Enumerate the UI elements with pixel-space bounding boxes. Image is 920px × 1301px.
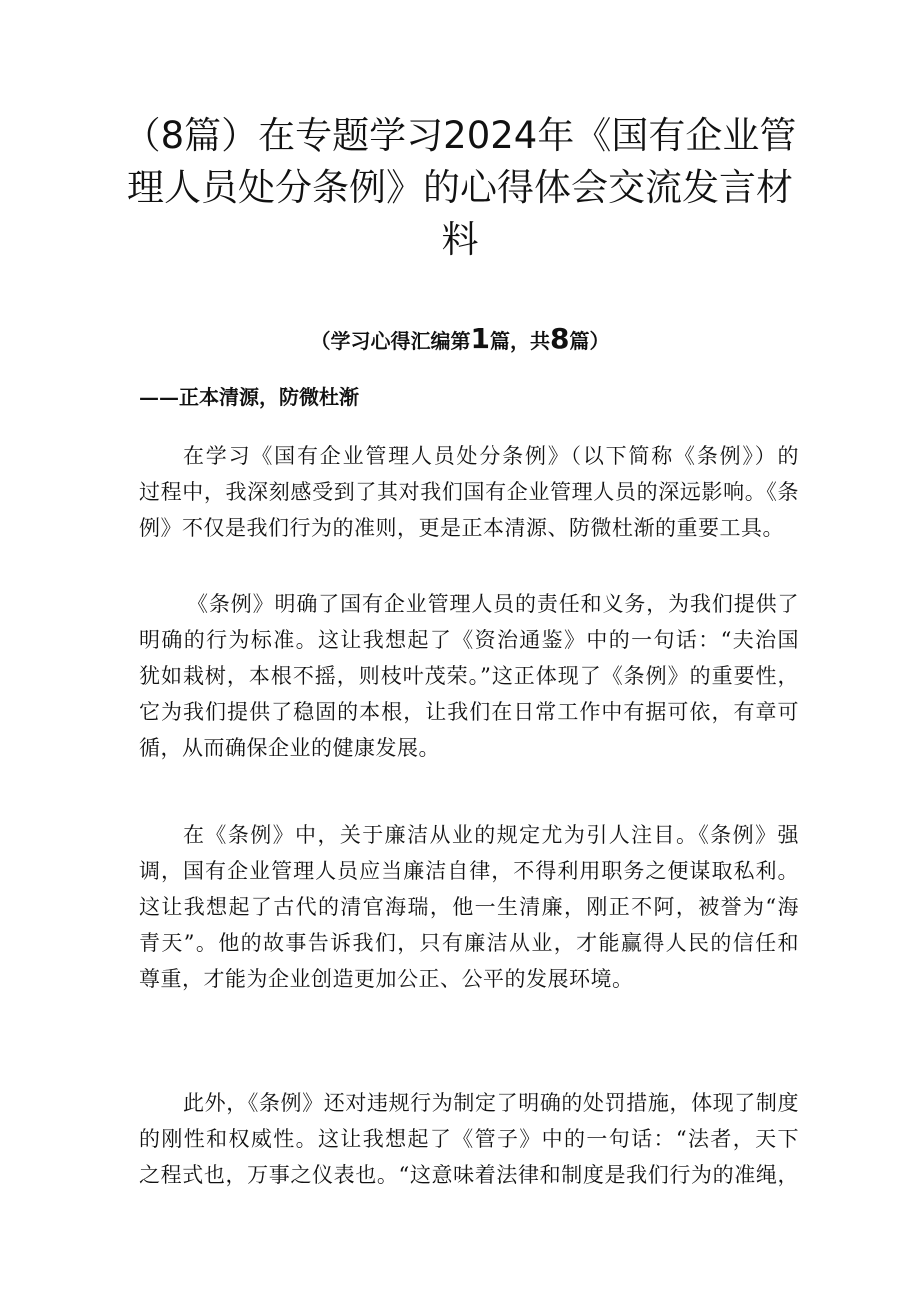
paragraph-line: 之程式也，万事之仪表也。“这意味着法律和制度是我们行为的准绳， — [139, 1163, 799, 1187]
paragraph-line: 尊重，才能为企业创造更加公正、公平的发展环境。 — [139, 967, 634, 991]
title-line-3: 料 — [441, 218, 479, 261]
paragraph-line: 此外，《条例》还对违规行为制定了明确的处罚措施，体现了制度 — [183, 1091, 799, 1115]
paragraph-line: 青天”。他的故事告诉我们，只有廉洁从业，才能赢得人民的信任和 — [139, 931, 799, 955]
paragraph-line: 过程中，我深刻感受到了其对我们国有企业管理人员的深远影响。《条 — [139, 480, 799, 504]
paragraph-line: 它为我们提供了稳固的本根，让我们在日常工作中有据可依，有章可 — [139, 700, 799, 724]
subtitle-middle: 篇，共 — [490, 329, 550, 353]
paragraph-line: 在学习《国有企业管理人员处分条例》（以下简称《条例》）的 — [183, 444, 799, 468]
paragraph-line: 在《条例》中，关于廉洁从业的规定尤为引人注目。《条例》强 — [183, 823, 799, 847]
subtitle-prefix: （学习心得汇编第 — [310, 329, 471, 353]
paragraph-line: 明确的行为标准。这让我想起了《资治通鉴》中的一句话：“夫治国 — [139, 628, 799, 652]
title-line-1: （8篇）在专题学习2024年《国有企业管 — [123, 114, 797, 157]
paragraph-4 — [139, 1085, 799, 1193]
paragraph-3 — [139, 817, 799, 997]
paragraph-line: 循，从而确保企业的健康发展。 — [139, 736, 440, 760]
paragraph-line: 例》不仅是我们行为的准则，更是正本清源、防微杜渐的重要工具。 — [139, 516, 784, 540]
paragraph-line: 这让我想起了古代的清官海瑞，他一生清廉，刚正不阿，被誉为“海 — [139, 895, 799, 919]
paragraph-line: 的刚性和权威性。这让我想起了《管子》中的一句话：“法者，天下 — [139, 1127, 799, 1151]
paragraph-line: 调，国有企业管理人员应当廉洁自律，不得利用职务之便谋取私利。 — [139, 859, 799, 883]
section-theme: ——正本清源，防微杜渐 — [139, 385, 359, 409]
document-title — [120, 110, 800, 266]
title-line-2: 理人员处分条例》的心得体会交流发言材 — [127, 166, 793, 209]
document-subtitle — [140, 322, 780, 358]
subtitle-number-1: 1 — [470, 322, 490, 355]
paragraph-1 — [139, 438, 799, 546]
paragraph-line: 《条例》明确了国有企业管理人员的责任和义务，为我们提供了 — [187, 592, 799, 616]
subtitle-suffix: 篇） — [569, 329, 610, 353]
subtitle-number-2: 8 — [550, 322, 570, 355]
paragraph-line: 犹如栽树，本根不摇，则枝叶茂荣。”这正体现了《条例》的重要性， — [139, 664, 799, 688]
paragraph-2 — [139, 586, 799, 766]
